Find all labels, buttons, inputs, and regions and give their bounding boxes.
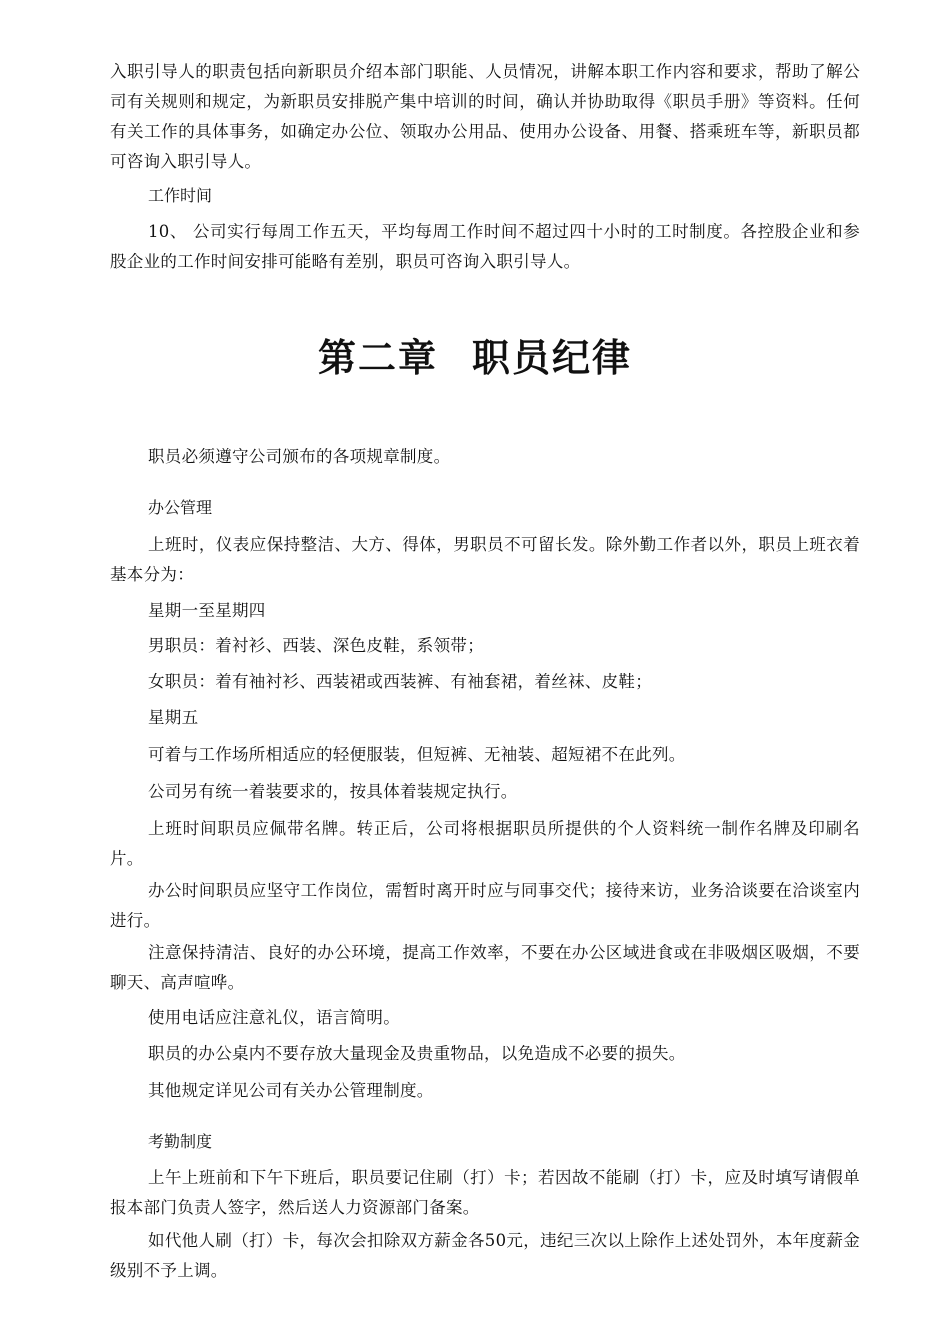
intro-paragraph: 入职引导人的职责包括向新职员介绍本部门职能、人员情况，讲解本职工作内容和要求，帮助了解公司有关规则和规定，为新职员安排脱产集中培训的时间，确认并协助取得《职员手册》等资料。任何有关工作的具体事务，如确定办公位、领取办公用品、使用办公设备、用餐、搭乘班车等，新职员都可咨询入职引导人。 (110, 62, 860, 171)
chapter-title (0, 328, 950, 388)
office-paragraph: 男职员：着衬衫、西装、深色皮鞋，系领带； (148, 636, 484, 655)
office-paragraph: 办公时间职员应坚守工作岗位，需暂时离开时应与同事交代；接待来访，业务洽谈要在洽谈室内进行。 (110, 881, 860, 930)
office-paragraph: 上班时，仪表应保持整洁、大方、得体，男职员不可留长发。除外勤工作者以外，职员上班衣着基本分为： (110, 535, 860, 584)
office-paragraph: 使用电话应注意礼仪，语言简明。 (148, 1008, 400, 1027)
office-paragraph: 注意保持清洁、良好的办公环境，提高工作效率，不要在办公区域进食或在非吸烟区吸烟，不要聊天、高声喧哗。 (110, 943, 860, 992)
office-paragraph: 可着与工作场所相适应的轻便服装，但短裤、无袖装、超短裙不在此列。 (148, 745, 686, 764)
office-paragraph: 职员的办公桌内不要存放大量现金及贵重物品，以免造成不必要的损失。 (148, 1044, 686, 1063)
chapter-number: 第二章 (317, 336, 438, 380)
work-time-heading: 工作时间 (148, 186, 213, 205)
office-paragraph: 上班时间职员应佩带名牌。转正后，公司将根据职员所提供的个人资料统一制作名牌及印刷名片。 (110, 819, 860, 868)
attendance-heading: 考勤制度 (148, 1132, 213, 1151)
office-paragraph: 女职员：着有袖衬衫、西装裙或西装裤、有袖套裙，着丝袜、皮鞋； (148, 672, 652, 691)
attendance-paragraph: 上午上班前和下午下班后，职员要记住刷（打）卡；若因故不能刷（打）卡，应及时填写请假单报本部门负责人签字，然后送人力资源部门备案。 (110, 1168, 860, 1217)
work-time-paragraph: 10、 公司实行每周工作五天，平均每周工作时间不超过四十小时的工时制度。各控股企业和参股企业的工作时间安排可能略有差别，职员可咨询入职引导人。 (110, 222, 860, 271)
office-paragraph: 其他规定详见公司有关办公管理制度。 (148, 1081, 434, 1100)
chapter-name: 职员纪律 (472, 336, 633, 380)
office-heading: 办公管理 (148, 498, 213, 517)
office-paragraph: 星期一至星期四 (148, 601, 266, 620)
office-paragraph: 星期五 (148, 708, 199, 727)
discipline-intro: 职员必须遵守公司颁布的各项规章制度。 (148, 447, 451, 466)
office-paragraph: 公司另有统一着装要求的，按具体着装规定执行。 (148, 782, 518, 801)
attendance-paragraph: 如代他人刷（打）卡，每次会扣除双方薪金各50元，违纪三次以上除作上述处罚外，本年度薪金级别不予上调。 (110, 1231, 860, 1280)
